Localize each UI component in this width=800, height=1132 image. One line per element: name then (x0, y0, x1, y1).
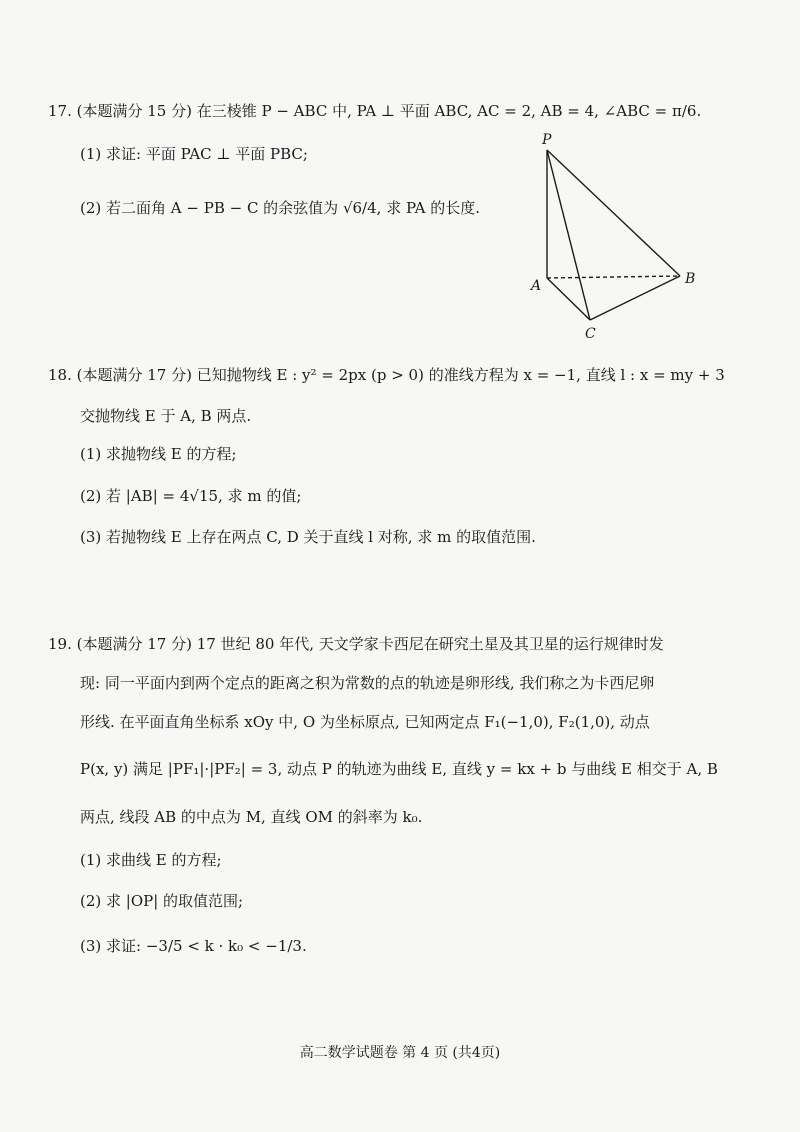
q18-part3: (3) 若抛物线 E 上存在两点 C, D 关于直线 l 对称, 求 m 的取值范围. (80, 528, 536, 546)
q18-cont: 交抛物线 E 于 A, B 两点. (80, 407, 252, 425)
q19-line1: 19. (本题满分 17 分) 17 世纪 80 年代, 天文学家卡西尼在研究土星及其卫星的运行规律时发 (48, 635, 664, 653)
label-p: P (542, 132, 552, 148)
q19-line4: P(x, y) 满足 |PF₁|·|PF₂| = 3, 动点 P 的轨迹为曲线 E, 直线 y = kx + b 与曲线 E 相交于 A, B (80, 760, 718, 778)
q19-line3: 形线. 在平面直角坐标系 xOy 中, O 为坐标原点, 已知两定点 F₁(−1,0), F₂(1,0), 动点 (80, 713, 650, 731)
tetrahedron-diagram (525, 128, 705, 343)
q19-line2: 现: 同一平面内到两个定点的距离之积为常数的点的轨迹是卵形线, 我们称之为卡西尼卵 (80, 674, 655, 692)
edge-cb (590, 276, 680, 320)
q19-part2: (2) 求 |OP| 的取值范围; (80, 892, 244, 910)
edge-pc (547, 150, 590, 320)
q18-header: 18. (本题满分 17 分) 已知抛物线 E : y² = 2px (p > 0) 的准线方程为 x = −1, 直线 l : x = my + 3 (48, 366, 725, 384)
label-a: A (531, 278, 542, 294)
label-c: C (585, 326, 596, 342)
q17-header: 17. (本题满分 15 分) 在三棱锥 P − ABC 中, PA ⊥ 平面 ABC, AC = 2, AB = 4, ∠ABC = π/6. (48, 102, 702, 120)
q19-line5: 两点, 线段 AB 的中点为 M, 直线 OM 的斜率为 k₀. (80, 808, 423, 826)
q19-part1: (1) 求曲线 E 的方程; (80, 851, 222, 869)
page-footer: 高二数学试题卷 第 4 页 (共4页) (299, 1045, 501, 1061)
label-b: B (685, 271, 696, 287)
q19-part3: (3) 求证: −3/5 < k · k₀ < −1/3. (80, 937, 307, 955)
edge-pb (547, 150, 680, 276)
q17-part2: (2) 若二面角 A − PB − C 的余弦值为 √6/4, 求 PA 的长度. (80, 199, 481, 217)
edge-ac (547, 278, 590, 320)
q18-part1: (1) 求抛物线 E 的方程; (80, 445, 237, 463)
edge-ab-hidden (547, 276, 680, 278)
q18-part2: (2) 若 |AB| = 4√15, 求 m 的值; (80, 487, 302, 505)
q17-part1: (1) 求证: 平面 PAC ⊥ 平面 PBC; (80, 145, 308, 163)
